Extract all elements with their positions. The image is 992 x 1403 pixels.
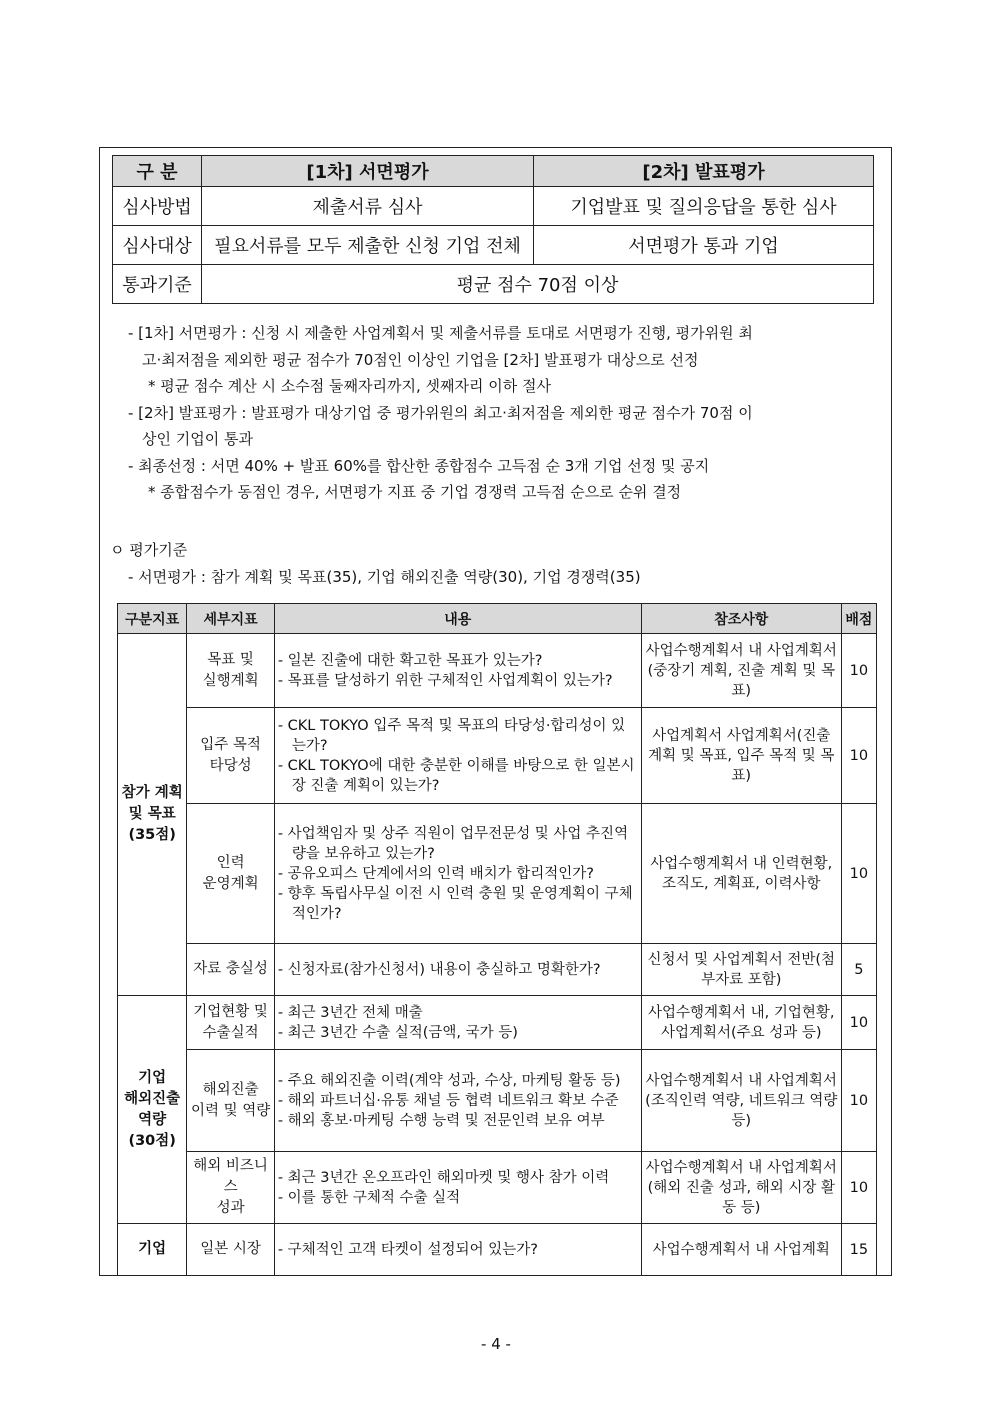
content-cell — [274, 1152, 641, 1224]
content-cell — [274, 804, 641, 944]
score-cell: 10 — [841, 634, 876, 708]
content-cell — [274, 634, 641, 708]
content-item: - 최근 3년간 수출 실적(금액, 국가 등) — [277, 1024, 518, 1041]
score-cell: 10 — [841, 1050, 876, 1152]
eval-row — [118, 944, 877, 996]
subcategory-cell: 해외진출 이력 및 역량 — [187, 1050, 274, 1152]
header-first-round: [1차] 서면평가 — [202, 156, 534, 187]
subcategory-cell: 목표 및 실행계획 — [187, 634, 274, 708]
reference-cell: 사업수행계획서 내 사업계획서(조직인력 역량, 네트워크 역량 등) — [641, 1050, 841, 1152]
eval-row — [118, 1152, 877, 1224]
content-item: - 해외 홍보·마케팅 수행 능력 및 전문인력 보유 여부 — [277, 1112, 605, 1129]
category-cell: 기업 해외진출 역량 (30점) — [118, 996, 187, 1224]
header-category: 구분지표 — [118, 604, 187, 634]
content-item: - 사업책임자 및 상주 직원이 업무전문성 및 사업 추진역량을 보유하고 있는가? — [277, 825, 629, 862]
score-cell: 10 — [841, 996, 876, 1050]
criteria-heading: ㅇ 평가기준 — [110, 541, 188, 559]
score-cell: 15 — [841, 1224, 876, 1276]
merged-cell: 평균 점수 70점 이상 — [202, 265, 874, 304]
header-content: 내용 — [274, 604, 641, 634]
note-asterisk: * 평균 점수 계산 시 소수점 둘째자리까지, 셋째자리 이하 절사 — [148, 377, 551, 395]
category-cell: 기업 — [118, 1224, 187, 1276]
content-item: - 일본 진출에 대한 확고한 목표가 있는가? — [277, 652, 543, 669]
summary-row — [113, 226, 874, 265]
content-item: - CKL TOKYO 입주 목적 및 목표의 타당성·합리성이 있는가? — [277, 717, 626, 754]
header-second-round: [2차] 발표평가 — [534, 156, 874, 187]
reference-cell: 사업수행계획서 내, 기업현황, 사업계획서(주요 성과 등) — [641, 996, 841, 1050]
second-round-cell: 기업발표 및 질의응답을 통한 심사 — [534, 187, 874, 226]
content-item: - 주요 해외진출 이력(계약 성과, 수상, 마케팅 활동 등) — [277, 1072, 621, 1089]
page-number: - 4 - — [481, 1335, 511, 1353]
header-subcategory: 세부지표 — [187, 604, 274, 634]
reference-cell: 사업수행계획서 내 사업계획서 (중장기 계획, 진출 계획 및 목표) — [641, 634, 841, 708]
row-label: 심사방법 — [113, 187, 202, 226]
note-line: - [2차] 발표평가 : 발표평가 대상기업 중 평가위원의 최고·최저점을 제외한 평균 점수가 70점 이 — [128, 403, 753, 422]
reference-cell: 사업수행계획서 내 사업계획 — [641, 1224, 841, 1276]
note-line: - 최종선정 : 서면 40% + 발표 60%를 합산한 종합점수 고득점 순 3개 기업 선정 및 공지 — [128, 456, 710, 475]
eval-row — [118, 1224, 877, 1276]
reference-cell: 사업수행계획서 내 사업계획서(해외 진출 성과, 해외 시장 활동 등) — [641, 1152, 841, 1224]
content-cell — [274, 1050, 641, 1152]
content-item: - 목표를 달성하기 위한 구체적인 사업계획이 있는가? — [277, 672, 613, 689]
score-cell: 10 — [841, 1152, 876, 1224]
score-cell: 10 — [841, 708, 876, 804]
eval-row — [118, 1050, 877, 1152]
summary-table — [112, 155, 874, 304]
score-cell: 5 — [841, 944, 876, 996]
subcategory-cell: 자료 충실성 — [187, 944, 274, 996]
criteria-section — [110, 537, 641, 591]
notes-section — [128, 320, 888, 506]
header-score: 배점 — [841, 604, 876, 634]
note-line: 고·최저점을 제외한 평균 점수가 70점인 이상인 기업을 [2차] 발표평가 대상으로 선정 — [142, 350, 699, 369]
reference-cell: 사업계획서 사업계획서(진출 계획 및 목표, 입주 목적 및 목표) — [641, 708, 841, 804]
header-category: 구 분 — [113, 156, 202, 187]
subcategory-cell: 인력 운영계획 — [187, 804, 274, 944]
content-item: - 공유오피스 단계에서의 인력 배치가 합리적인가? — [277, 865, 594, 882]
category-cell: 참가 계획 및 목표 (35점) — [118, 634, 187, 996]
eval-row — [118, 634, 877, 708]
first-round-cell: 제출서류 심사 — [202, 187, 534, 226]
content-cell — [274, 996, 641, 1050]
row-label: 통과기준 — [113, 265, 202, 304]
header-reference: 참조사항 — [641, 604, 841, 634]
evaluation-table — [117, 603, 877, 1276]
summary-row — [113, 187, 874, 226]
content-cell — [274, 944, 641, 996]
second-round-cell: 서면평가 통과 기업 — [534, 226, 874, 265]
note-line: 상인 기업이 통과 — [142, 430, 253, 448]
content-item: - 신청자료(참가신청서) 내용이 충실하고 명확한가? — [277, 961, 601, 978]
eval-row — [118, 708, 877, 804]
summary-row — [113, 265, 874, 304]
subcategory-cell: 일본 시장 — [187, 1224, 274, 1276]
eval-header-row — [118, 604, 877, 634]
subcategory-cell: 입주 목적 타당성 — [187, 708, 274, 804]
summary-header-row — [113, 156, 874, 187]
content-item: - 최근 3년간 온오프라인 해외마켓 및 행사 참가 이력 — [277, 1169, 610, 1186]
content-cell — [274, 1224, 641, 1276]
criteria-sub: - 서면평가 : 참가 계획 및 목표(35), 기업 해외진출 역량(30), 기업 경쟁력(35) — [128, 568, 641, 586]
score-cell: 10 — [841, 804, 876, 944]
subcategory-cell: 해외 비즈니스 성과 — [187, 1152, 274, 1224]
first-round-cell: 필요서류를 모두 제출한 신청 기업 전체 — [202, 226, 534, 265]
content-item: - 향후 독립사무실 이전 시 인력 충원 및 운영계획이 구체적인가? — [277, 885, 633, 922]
note-asterisk: * 종합점수가 동점인 경우, 서면평가 지표 중 기업 경쟁력 고득점 순으로 순위 결정 — [148, 483, 682, 501]
content-cell — [274, 708, 641, 804]
content-item: - 구체적인 고객 타켓이 설정되어 있는가? — [277, 1241, 538, 1258]
row-label: 심사대상 — [113, 226, 202, 265]
eval-row — [118, 996, 877, 1050]
eval-row — [118, 804, 877, 944]
content-item: - 해외 파트너십·유통 채널 등 협력 네트워크 확보 수준 — [277, 1092, 619, 1109]
subcategory-cell: 기업현황 및 수출실적 — [187, 996, 274, 1050]
content-item: - CKL TOKYO에 대한 충분한 이해를 바탕으로 한 일본시장 진출 계획이 있는가? — [277, 757, 635, 794]
content-item: - 이를 통한 구체적 수출 실적 — [277, 1189, 461, 1206]
reference-cell: 사업수행계획서 내 인력현황, 조직도, 계획표, 이력사항 — [641, 804, 841, 944]
content-item: - 최근 3년간 전체 매출 — [277, 1004, 423, 1021]
note-line: - [1차] 서면평가 : 신청 시 제출한 사업계획서 및 제출서류를 토대로 서면평가 진행, 평가위원 최 — [128, 324, 753, 342]
reference-cell: 신청서 및 사업계획서 전반(첨부자료 포함) — [641, 944, 841, 996]
